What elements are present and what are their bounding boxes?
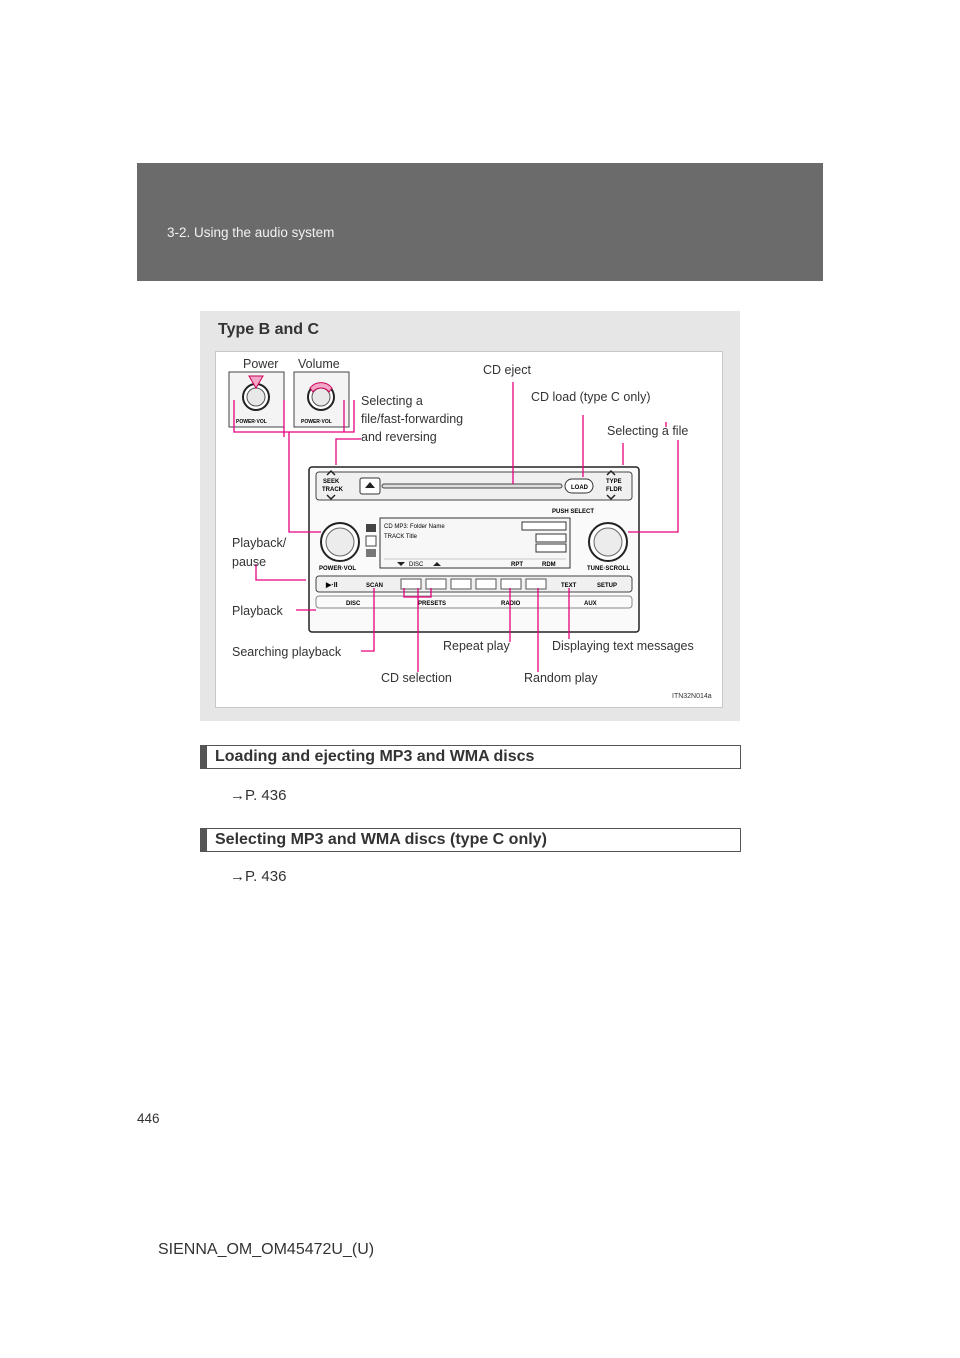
label-cd-eject: CD eject bbox=[483, 363, 531, 377]
audio-head-unit bbox=[309, 467, 639, 632]
play-pause-button: ▶·II bbox=[326, 582, 338, 589]
setup-button: SETUP bbox=[597, 583, 618, 589]
type-fldr-label: FLDR bbox=[606, 487, 622, 493]
section-heading bbox=[200, 828, 741, 852]
label-displaying-text: Displaying text messages bbox=[552, 639, 694, 653]
label-selecting-file: Selecting a file bbox=[607, 424, 689, 438]
svg-text:RPT: RPT bbox=[511, 562, 523, 568]
cd-slot bbox=[382, 484, 562, 488]
footer-code: SIENNA_OM_OM45472U_(U) bbox=[158, 1241, 375, 1258]
audio-figure bbox=[200, 311, 740, 721]
svg-text:CD MP3: Folder Name: CD MP3: Folder Name bbox=[384, 524, 445, 530]
label-repeat-play: Repeat play bbox=[443, 639, 510, 653]
svg-text:TRACK Title: TRACK Title bbox=[384, 534, 418, 540]
power-knob-panel bbox=[229, 372, 284, 427]
label-cd-load: CD load (type C only) bbox=[531, 390, 651, 404]
svg-text:AUX: AUX bbox=[584, 601, 597, 607]
svg-text:DISC: DISC bbox=[409, 562, 424, 568]
svg-text:RADIO: RADIO bbox=[501, 601, 521, 607]
audio-unit-diagram bbox=[216, 352, 722, 707]
label-cd-selection: CD selection bbox=[381, 671, 452, 685]
page-number: 446 bbox=[137, 1111, 160, 1126]
section-heading-text: Selecting MP3 and WMA discs (type C only) bbox=[215, 831, 547, 848]
type-fldr-label: TYPE bbox=[606, 479, 622, 485]
label-random-play: Random play bbox=[524, 671, 598, 685]
svg-text:PRESETS: PRESETS bbox=[418, 601, 447, 607]
label-volume: Volume bbox=[298, 357, 340, 371]
logo-icon bbox=[366, 524, 376, 532]
knob-label: POWER·VOL bbox=[236, 419, 267, 425]
wma-mp3-logo bbox=[366, 536, 376, 546]
button-row bbox=[316, 576, 632, 592]
section-heading bbox=[200, 745, 741, 769]
label-selecting-file-fast: Selecting a file/fast-forwarding and reversing bbox=[361, 394, 464, 444]
label-playback-pause: Playback/ pause bbox=[232, 536, 287, 569]
seek-track-label: TRACK bbox=[322, 487, 343, 493]
page-reference[interactable]: →P. 436 bbox=[230, 868, 287, 885]
page-reference[interactable]: →P. 436 bbox=[230, 787, 287, 804]
section-title: 3-2. Using the audio system bbox=[167, 225, 335, 240]
page-header bbox=[137, 163, 823, 281]
aux-usb-indicator bbox=[536, 544, 566, 552]
logo-icon bbox=[366, 549, 376, 557]
svg-text:TUNE·SCROLL: TUNE·SCROLL bbox=[587, 566, 630, 572]
preset-indicator bbox=[522, 522, 566, 530]
figure-title: Type B and C bbox=[218, 321, 320, 338]
svg-text:LOAD: LOAD bbox=[571, 485, 588, 491]
label-playback: Playback bbox=[232, 604, 283, 618]
section-heading-text: Loading and ejecting MP3 and WMA discs bbox=[215, 748, 535, 765]
seek-track-label: SEEK bbox=[323, 479, 340, 485]
label-searching-playback: Searching playback bbox=[232, 645, 342, 659]
volume-knob-panel bbox=[294, 372, 349, 427]
bt-indicator bbox=[536, 534, 566, 542]
text-button: TEXT bbox=[561, 583, 577, 589]
label-power: Power bbox=[243, 357, 279, 371]
svg-text:POWER·VOL: POWER·VOL bbox=[319, 566, 356, 572]
figure-code: ITN32N014a bbox=[672, 693, 712, 700]
figure-panel bbox=[215, 351, 723, 708]
svg-text:DISC: DISC bbox=[346, 601, 361, 607]
knob-label: POWER·VOL bbox=[301, 419, 332, 425]
scan-button: SCAN bbox=[366, 583, 384, 589]
push-select-label: PUSH SELECT bbox=[552, 509, 595, 515]
svg-text:RDM: RDM bbox=[542, 562, 556, 568]
